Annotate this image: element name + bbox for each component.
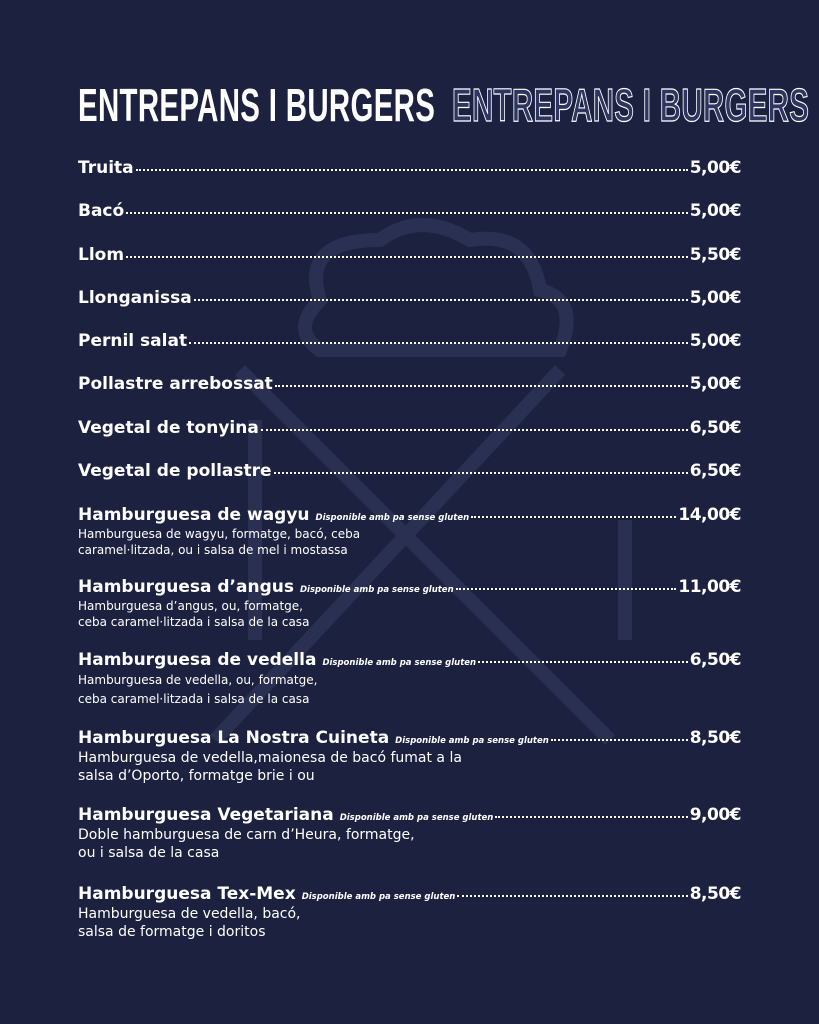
item-price: 5,00€	[689, 331, 741, 351]
dot-leader	[126, 212, 688, 214]
item-name: Hamburguesa de vedella	[78, 650, 317, 670]
item-price: 6,50€	[689, 418, 741, 438]
item-price: 5,00€	[689, 201, 741, 221]
item-name: Hamburguesa La Nostra Cuineta	[78, 728, 390, 748]
menu-item	[78, 461, 741, 481]
item-description	[78, 526, 741, 558]
dot-leader	[189, 342, 688, 344]
gluten-note: Disponible amb pa sense gluten	[315, 513, 470, 523]
desc-line: ou i salsa de la casa	[78, 845, 220, 861]
item-name: Vegetal de tonyina	[78, 418, 259, 438]
item-price: 8,50€	[689, 728, 741, 748]
item-price: 11,00€	[678, 577, 741, 597]
menu-item	[78, 418, 741, 438]
burger-item	[78, 505, 741, 558]
dot-leader	[275, 385, 688, 387]
dot-leader	[456, 588, 677, 590]
burger-item	[78, 805, 741, 862]
item-description	[78, 671, 741, 709]
gluten-note: Disponible amb pa sense gluten	[339, 813, 494, 823]
item-description	[78, 598, 741, 630]
item-name: Hamburguesa Tex-Mex	[78, 884, 296, 904]
gluten-note: Disponible amb pa sense gluten	[395, 736, 549, 746]
item-description	[78, 749, 741, 785]
menu-item	[78, 201, 741, 221]
item-price: 6,50€	[689, 650, 741, 670]
dot-leader	[126, 256, 688, 258]
desc-line: ceba caramel·litzada i salsa de la casa	[78, 615, 310, 629]
item-price: 14,00€	[678, 505, 741, 525]
item-name: Llom	[78, 245, 125, 265]
gluten-note: Disponible amb pa sense gluten	[301, 892, 456, 902]
item-description	[78, 826, 741, 862]
dot-leader	[136, 169, 688, 171]
desc-line: Hamburguesa de vedella,maionesa de bacó fumat a la	[78, 750, 462, 766]
item-name: Hamburguesa Vegetariana	[78, 805, 334, 825]
item-description	[78, 905, 741, 941]
burger-item	[78, 728, 741, 785]
page-title	[0, 78, 819, 134]
desc-line: Hamburguesa de wagyu, formatge, bacó, ceba	[78, 527, 361, 541]
dot-leader	[478, 661, 688, 663]
dot-leader	[261, 429, 688, 431]
item-name: Truita	[78, 158, 134, 178]
menu-item	[78, 288, 741, 308]
item-name: Llonganissa	[78, 288, 192, 308]
item-price: 5,00€	[689, 288, 741, 308]
item-price: 8,50€	[689, 884, 741, 904]
dot-leader	[471, 516, 676, 518]
item-name: Hamburguesa de wagyu	[78, 505, 310, 525]
dot-leader	[551, 739, 688, 741]
gluten-note: Disponible amb pa sense gluten	[299, 585, 454, 595]
gluten-note: Disponible amb pa sense gluten	[322, 658, 477, 668]
dot-leader	[457, 895, 687, 897]
desc-line: salsa de formatge i doritos	[78, 924, 266, 940]
item-price: 6,50€	[689, 461, 741, 481]
desc-line: Hamburguesa d’angus, ou, formatge,	[78, 599, 303, 613]
dot-leader	[495, 816, 687, 818]
desc-line: caramel·litzada, ou i salsa de mel i mostassa	[78, 543, 348, 557]
desc-line: Hamburguesa de vedella, bacó,	[78, 906, 301, 922]
item-name: Bacó	[78, 201, 125, 221]
burger-item	[78, 884, 741, 941]
item-name: Vegetal de pollastre	[78, 461, 272, 481]
dot-leader	[194, 299, 688, 301]
desc-line: Doble hamburguesa de carn d’Heura, formatge,	[78, 827, 415, 843]
menu-item	[78, 374, 741, 394]
item-price: 5,00€	[689, 374, 741, 394]
item-name: Hamburguesa d’angus	[78, 577, 294, 597]
menu-item	[78, 245, 741, 265]
menu-item	[78, 331, 741, 351]
desc-line: ceba caramel·litzada i salsa de la casa	[78, 692, 310, 706]
menu-item	[78, 158, 741, 178]
item-price: 5,00€	[689, 158, 741, 178]
item-name: Pollastre arrebossat	[78, 374, 273, 394]
item-name: Pernil salat	[78, 331, 188, 351]
burger-item	[78, 650, 741, 709]
burger-item	[78, 577, 741, 630]
dot-leader	[274, 472, 688, 474]
title-outline: ENTREPANS I BURGERS	[452, 79, 810, 131]
item-price: 9,00€	[689, 805, 741, 825]
item-price: 5,50€	[689, 245, 741, 265]
desc-line: Hamburguesa de vedella, ou, formatge,	[78, 673, 318, 687]
desc-line: salsa d’Oporto, formatge brie i ou	[78, 768, 315, 784]
title-solid: ENTREPANS I BURGERS	[78, 79, 436, 131]
